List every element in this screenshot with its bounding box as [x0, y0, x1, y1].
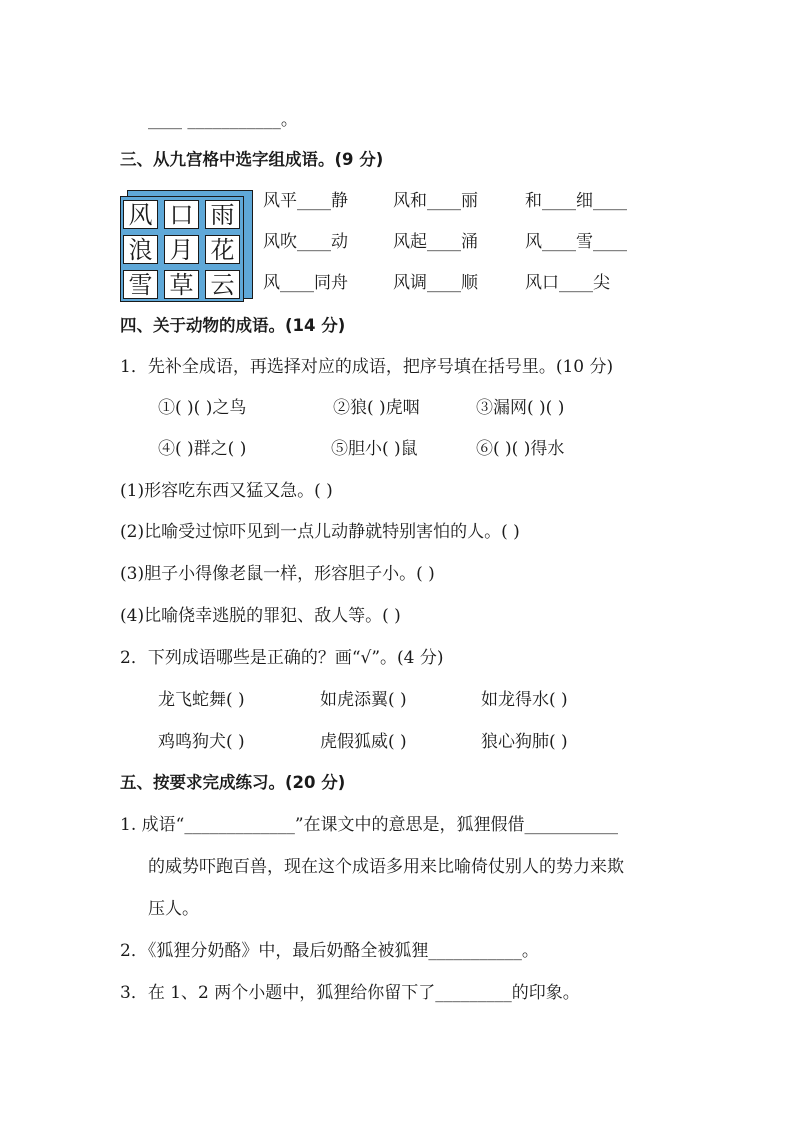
- idiom-blank: 和____细____: [525, 191, 627, 211]
- sub-question: (4)比喻侥幸逃脱的罪犯、敌人等。( ): [120, 606, 401, 626]
- check-item: 鸡鸣狗犬( ): [158, 732, 245, 752]
- grid-cell: 雨: [205, 200, 240, 229]
- idiom-option: ③漏网( )( ): [476, 398, 565, 418]
- sub-question: (3)胆子小得像老鼠一样，形容胆子小。( ): [120, 564, 435, 584]
- nine-grid: [120, 190, 248, 302]
- grid-cell: 浪: [123, 235, 158, 264]
- idiom-blank: 风口____尖: [525, 273, 610, 293]
- question-5-1-cont: 的威势吓跑百兽，现在这个成语多用来比喻倚仗别人的势力来欺: [148, 857, 624, 877]
- idiom-option: ④( )群之( ): [158, 439, 247, 459]
- grid-cell: 口: [164, 200, 199, 229]
- question-5-1-cont: 压人。: [148, 899, 199, 919]
- idiom-blank: 风平____静: [263, 191, 348, 211]
- sub-question: (1)形容吃东西又猛又急。( ): [120, 481, 333, 501]
- check-item: 龙飞蛇舞( ): [158, 690, 245, 710]
- grid-cell: 月: [164, 235, 199, 264]
- question-4-1: 1．先补全成语，再选择对应的成语，把序号填在括号里。(10 分): [120, 357, 614, 377]
- check-item: 狼心狗肺( ): [481, 732, 568, 752]
- idiom-option: ①( )( )之鸟: [158, 398, 247, 418]
- idiom-blank: 风____同舟: [263, 273, 348, 293]
- idiom-blank: 风调____顺: [393, 273, 478, 293]
- question-5-1: 1. 成语“_____________”在课文中的意思是，狐狸假借___________: [120, 815, 619, 835]
- top-answer-line: ____ ___________。: [148, 110, 298, 130]
- question-5-2: 2．《狐狸分奶酪》中，最后奶酪全被狐狸___________。: [120, 941, 539, 961]
- idiom-option: ②狼( )虎咽: [333, 398, 420, 418]
- sub-question: (2)比喻受过惊吓见到一点儿动静就特别害怕的人。( ): [120, 522, 520, 542]
- grid-cell: 花: [205, 235, 240, 264]
- idiom-blank: 风吹____动: [263, 232, 348, 252]
- question-5-3: 3．在 1、2 两个小题中，狐狸给你留下了_________的印象。: [120, 983, 580, 1003]
- grid-cell: 雪: [123, 270, 158, 299]
- section3-heading: 三、从九宫格中选字组成语。(9 分): [120, 150, 384, 169]
- section5-heading: 五、按要求完成练习。(20 分): [120, 773, 346, 792]
- check-item: 如虎添翼( ): [320, 690, 407, 710]
- check-item: 虎假狐威( ): [320, 732, 407, 752]
- idiom-option: ⑤胆小( )鼠: [331, 439, 418, 459]
- grid-cell: 云: [205, 270, 240, 299]
- grid-cell: 风: [123, 200, 158, 229]
- grid-cell: 草: [164, 270, 199, 299]
- check-item: 如龙得水( ): [481, 690, 568, 710]
- idiom-blank: 风和____丽: [393, 191, 478, 211]
- idiom-blank: 风起____涌: [393, 232, 478, 252]
- idiom-option: ⑥( )( )得水: [476, 439, 565, 459]
- question-4-2: 2．下列成语哪些是正确的？画“√”。(4 分): [120, 648, 444, 668]
- idiom-blank: 风____雪____: [525, 232, 627, 252]
- section4-heading: 四、关于动物的成语。(14 分): [120, 316, 346, 335]
